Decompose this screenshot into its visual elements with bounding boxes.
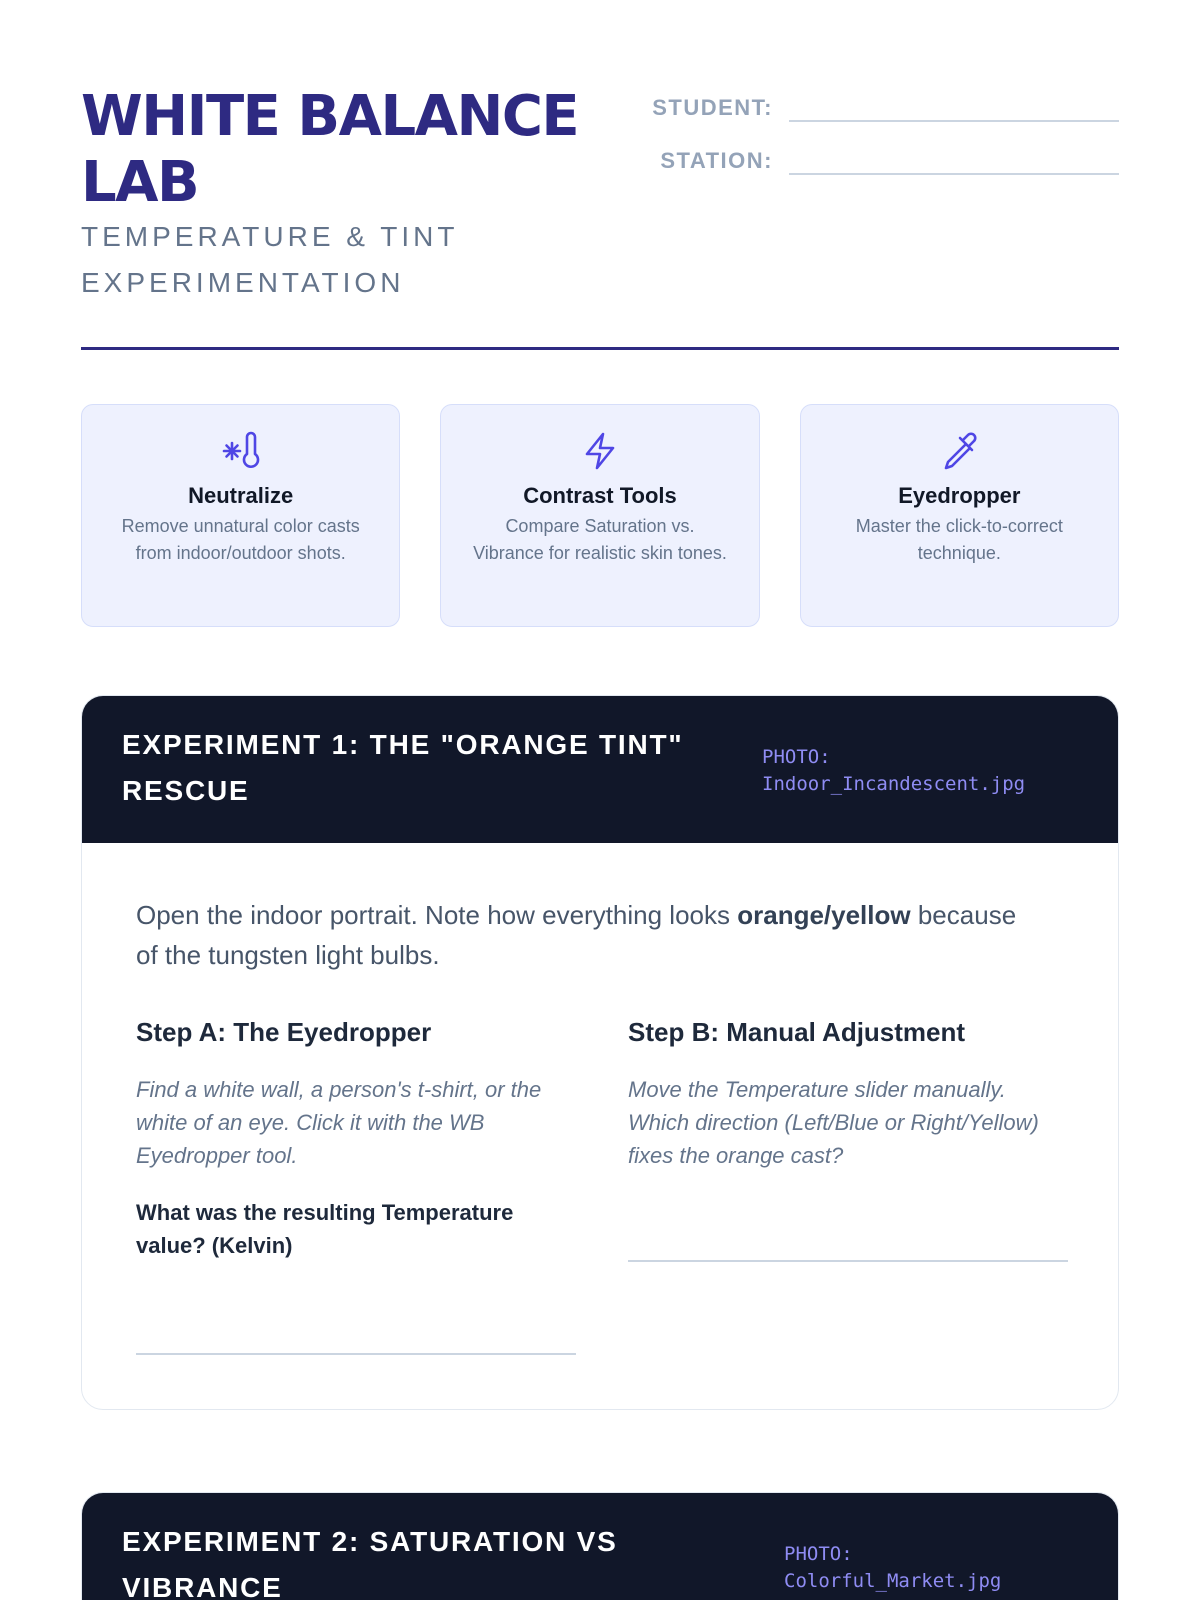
experiment-2-card xyxy=(81,1492,1119,1600)
card-neutralize xyxy=(81,404,400,627)
page-title: WHITE BALANCE LAB xyxy=(81,84,579,215)
photo-label: PHOTO: xyxy=(784,1543,853,1565)
photo-label: PHOTO: xyxy=(762,746,831,768)
experiment-1-intro xyxy=(136,895,1036,975)
step-a-question: What was the resulting Temperature value? (Kelvin) xyxy=(136,1200,514,1258)
card-title: Neutralize xyxy=(188,483,294,508)
intro-text-bold: orange/yellow xyxy=(737,900,911,930)
page-subtitle: TEMPERATURE & TINT EXPERIMENTATION xyxy=(81,221,458,298)
step-a-instructions: Find a white wall, a person's t-shirt, or the white of an eye. Click it with the WB Eyedropper tool. xyxy=(136,1077,542,1168)
objective-cards xyxy=(81,404,1119,627)
card-description: Compare Saturation vs. Vibrance for realistic skin tones. xyxy=(473,516,727,563)
step-b-title: Step B: Manual Adjustment xyxy=(628,1017,966,1047)
card-description: Master the click-to-correct technique. xyxy=(855,516,1063,563)
intro-text-end: because of the tungsten light bulbs. xyxy=(136,900,1017,970)
experiment-2-title: EXPERIMENT 2: SATURATION VS VIBRANCE xyxy=(122,1526,618,1600)
step-a-answer-line[interactable] xyxy=(136,1353,576,1355)
step-b-answer-line[interactable] xyxy=(628,1260,1068,1262)
student-input-line[interactable] xyxy=(789,90,1119,122)
station-field-row xyxy=(649,137,1119,175)
thermometer-snowflake-icon xyxy=(110,431,371,471)
step-a-title: Step A: The Eyedropper xyxy=(136,1017,432,1047)
photo-filename: Colorful_Market.jpg xyxy=(784,1570,1002,1592)
station-input-line[interactable] xyxy=(789,143,1119,175)
lightning-bolt-icon xyxy=(469,431,730,471)
photo-filename: Indoor_Incandescent.jpg xyxy=(762,773,1026,795)
student-field-row xyxy=(649,84,1119,122)
experiment-1-header xyxy=(82,696,1118,843)
header-divider xyxy=(81,347,1119,350)
station-label: STATION: xyxy=(660,148,773,173)
experiment-1-title: EXPERIMENT 1: THE "ORANGE TINT" RESCUE xyxy=(122,729,684,806)
header xyxy=(81,84,1119,346)
intro-text-start: Open the indoor portrait. Note how everything looks xyxy=(136,900,738,930)
card-title: Contrast Tools xyxy=(523,483,677,508)
experiment-2-photo-ref xyxy=(784,1541,1104,1595)
student-label: STUDENT: xyxy=(652,95,773,120)
experiment-1-card xyxy=(81,695,1119,1410)
step-b xyxy=(628,1015,1068,1172)
step-b-instructions: Move the Temperature slider manually. Which direction (Left/Blue or Right/Yellow) fixes the orange cast? xyxy=(628,1077,1039,1168)
card-eyedropper xyxy=(800,404,1119,627)
experiment-1-photo-ref xyxy=(762,744,1082,798)
student-info-fields xyxy=(649,84,1119,190)
experiment-2-header xyxy=(82,1493,1118,1600)
card-title: Eyedropper xyxy=(898,483,1021,508)
card-contrast-tools xyxy=(440,404,759,627)
eyedropper-icon xyxy=(829,431,1090,471)
card-description: Remove unnatural color casts from indoor/outdoor shots. xyxy=(121,516,360,563)
step-a xyxy=(136,1015,576,1262)
